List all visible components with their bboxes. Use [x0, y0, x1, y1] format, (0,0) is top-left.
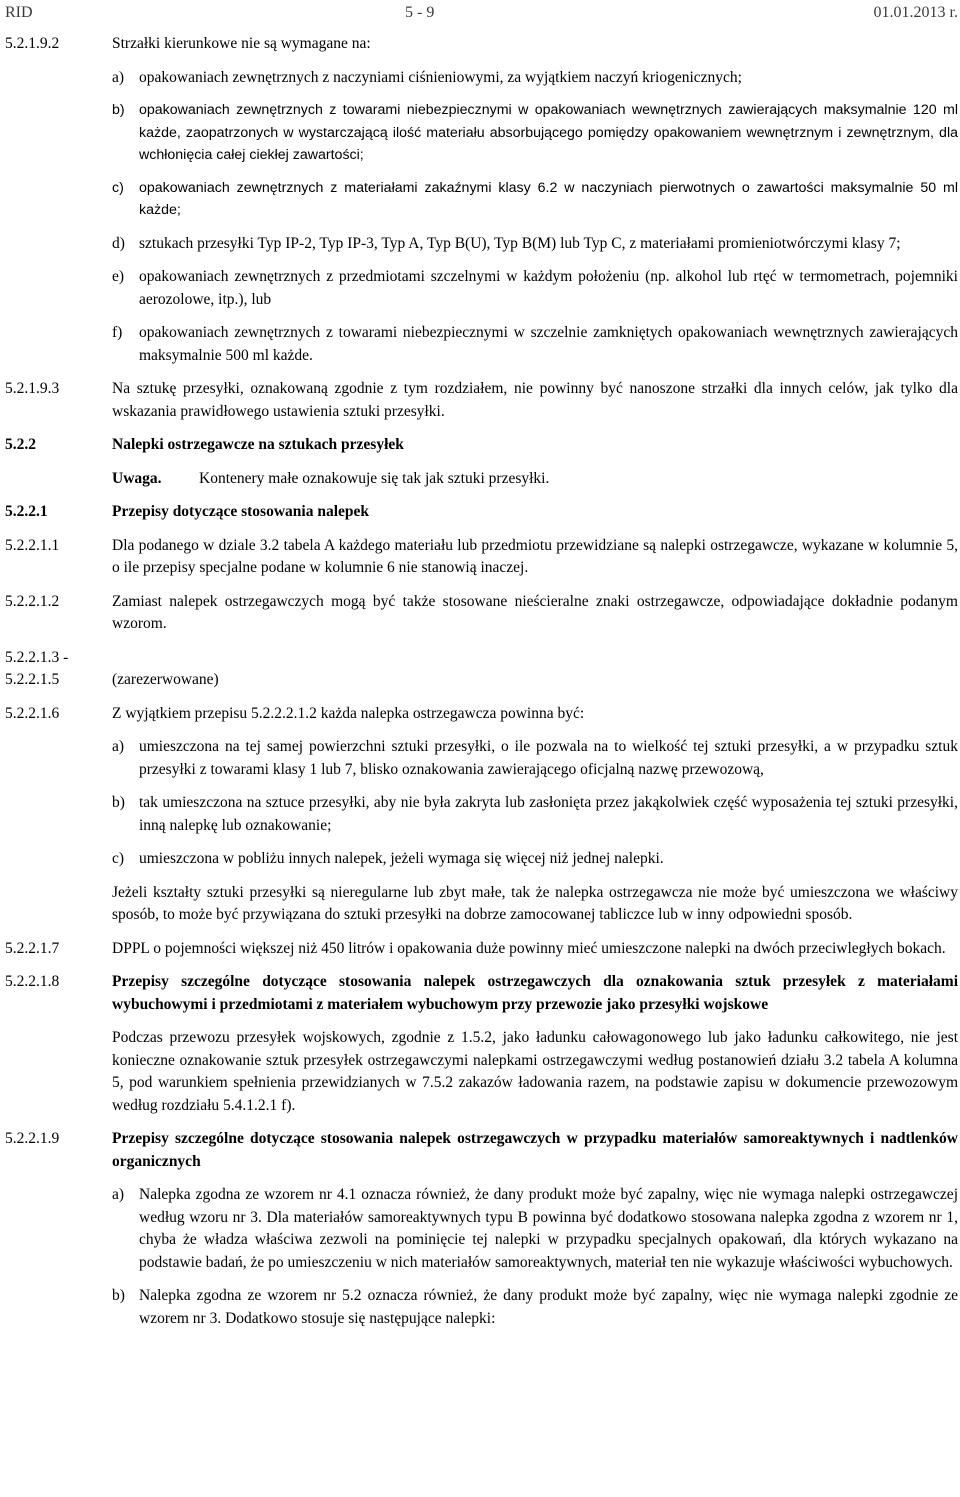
item-text: sztukach przesyłki Typ IP-2, Typ IP-3, Typ A, Typ B(U), Typ B(M) lub Typ C, z materiałami promieniotwórczymi klasy 7;	[139, 234, 901, 252]
item-label: a)	[112, 68, 125, 86]
section-body	[112, 971, 958, 1117]
item-label: c)	[112, 850, 125, 867]
section-body	[112, 33, 958, 367]
section-5-2-1-9-3	[5, 378, 958, 423]
section-5-2-2-1-2	[5, 591, 958, 636]
section-5-2-2-1-3-to-5	[5, 647, 958, 692]
header-date: 01.01.2013 r.	[873, 4, 958, 21]
section-5-2-2-1-7	[5, 938, 958, 961]
item-label: c)	[112, 179, 124, 196]
section-5-2-2-1-6	[5, 703, 958, 927]
section-number: 5.2.1.9.2	[5, 35, 60, 52]
item-text: Nalepka zgodna ze wzorem nr 4.1 oznacza również, że dany produkt może być zapalny, więc nie wymaga nalepki ostrzegawczej według wzoru nr 3. Dla materiałów samoreaktywnych typu B powinna być dodatkowo stosowana nalepka zgodna z wzorem nr 1, chyba że władza właściwa zezwoli na pominięcie tej nalepki w przypadku specjalnych opakowań, dla których wykazano na podstawie badań, że po umieszczeniu w nich materiałów samoreaktywnych, materiał ten nie wykazuje właściwości wybuchowych.	[139, 1186, 958, 1271]
header-left: RID	[5, 4, 33, 21]
document-page	[5, 0, 958, 1330]
section-text: DPPL o pojemności większej niż 450 litrów i opakowania duże powinny mieć umieszczone nalepki na dwóch przeciwległych bokach.	[112, 939, 946, 957]
section-number: 5.2.2.1.8	[5, 973, 60, 990]
item-text: Nalepka zgodna ze wzorem nr 5.2 oznacza również, że dany produkt może być zapalny, więc nie wymaga nalepki zgodnie ze wzorem nr 3. Dodatkowo stosuje się następujące nalepki:	[139, 1287, 958, 1327]
section-title: Przepisy szczególne dotyczące stosowania nalepek ostrzegawczych w przypadku materiałów samoreaktywnych i nadtlenków organicznych	[112, 1130, 958, 1170]
section-5-2-2-1-1	[5, 535, 958, 580]
item-label: e)	[112, 268, 125, 285]
header-page-number: 5 - 9	[405, 4, 435, 21]
section-5-2-2-1-8	[5, 971, 958, 1117]
list-item	[112, 266, 958, 311]
section-title: Nalepki ostrzegawcze na sztukach przesyłek	[112, 436, 404, 453]
section-text: Dla podanego w dziale 3.2 tabela A każdego materiału lub przedmiotu przewidziane są nalepki ostrzegawcze, wykazane w kolumnie 5, o ile przepisy specjalne podane w kolumnie 6 nie stanowią inaczej.	[112, 536, 958, 576]
section-paragraph: Podczas przewozu przesyłek wojskowych, zgodnie z 1.5.2, jako ładunku całowagonowego lub jako ładunku całkowitego, nie jest konieczne oznakowanie sztuk przesyłek ostrzegawczymi nalepkami ostrzegawczymi według postanowień działu 3.2 tabela A kolumna 5, pod warunkiem spełnienia przewidzianych w 7.5.2 zakazów ładowania razem, na podstawie zapisu w dokumencie przewozowym według rozdziału 5.4.1.2.1 f).	[112, 1029, 958, 1114]
section-number-start: 5.2.2.1.3 -	[5, 648, 69, 666]
page-header	[5, 0, 958, 26]
section-body	[112, 1128, 958, 1330]
list-item	[112, 233, 958, 256]
section-number: 5.2.2.1.9	[5, 1130, 60, 1147]
list-item	[112, 1184, 958, 1274]
item-label: b)	[112, 794, 125, 811]
item-label: d)	[112, 234, 125, 252]
item-text: tak umieszczona na sztuce przesyłki, aby nie była zakryta lub zasłonięta przez jakąkolwiek część wyposażenia tej sztuki przesyłki, inną nalepkę lub oznakowanie;	[139, 794, 958, 834]
item-label: f)	[112, 324, 123, 341]
section-title: Przepisy szczególne dotyczące stosowania nalepek ostrzegawczych dla oznakowania sztuk przesyłek z materiałami wybuchowymi i przedmiotami z materiałem wybuchowym przy przewozie jako przesyłki wojskowe	[112, 973, 958, 1013]
section-number	[5, 647, 112, 692]
section-intro: Z wyjątkiem przepisu 5.2.2.2.1.2 każda nalepka ostrzegawcza powinna być:	[112, 704, 585, 722]
item-label: b)	[112, 102, 125, 118]
item-label: a)	[112, 1186, 125, 1203]
section-number-end: 5.2.2.1.5	[5, 671, 60, 688]
section-paragraph: Jeżeli kształty sztuki przesyłki są nieregularne lub zbyt małe, tak że nalepka ostrzegawcza nie może być umieszczona we właściwy sposób, to może być przywiązana do sztuki przesyłki na dobrze zamocowanej tabliczce lub w inny odpowiedni sposób.	[112, 883, 958, 923]
section-text: Na sztukę przesyłki, oznakowaną zgodnie z tym rozdziałem, nie powinny być nanoszone strzałki dla innych celów, jak tylko dla wskazania prawidłowego ustawienia sztuki przesyłki.	[112, 380, 958, 420]
section-text: (zarezerwowane)	[112, 670, 219, 688]
item-text: opakowaniach zewnętrznych z towarami niebezpiecznymi w opakowaniach wewnętrznych zawierających maksymalnie 120 ml każde, zaopatrzonych w wystarczającą ilość materiału absorbującego pomiędzy opakowaniem wewnętrznym i zewnętrznym, dla wchłonięcia całej ciekłej zawartości;	[139, 102, 958, 163]
list-item	[112, 792, 958, 837]
section-intro: Strzałki kierunkowe nie są wymagane na:	[112, 35, 371, 52]
list-item	[112, 177, 958, 222]
note-label: Uwaga.	[112, 469, 162, 487]
section-number: 5.2.2.1	[5, 503, 48, 520]
section-5-2-2	[5, 434, 958, 457]
section-number: 5.2.2.1.7	[5, 939, 60, 957]
note-row	[5, 468, 958, 491]
section-number: 5.2.2	[5, 436, 36, 453]
list-item	[112, 848, 958, 871]
item-text: umieszczona na tej samej powierzchni sztuki przesyłki, o ile pozwala na to wielkość tej sztuki przesyłki, a w przypadku sztuk przesyłki z towarami klasy 1 lub 7, blisko oznakowania zawierającego oficjalną nazwę przewozową,	[139, 738, 958, 778]
note-text: Kontenery małe oznakowuje się tak jak sztuki przesyłki.	[199, 469, 550, 487]
section-body	[112, 703, 958, 927]
item-text: opakowaniach zewnętrznych z materiałami zakaźnymi klasy 6.2 w naczyniach pierwotnych o zawartości maksymalnie 50 ml każde;	[139, 179, 958, 218]
section-5-2-2-1-9	[5, 1128, 958, 1330]
list-item	[112, 736, 958, 781]
item-text: opakowaniach zewnętrznych z przedmiotami szczelnymi w każdym położeniu (np. alkohol lub rtęć w termometrach, pojemniki aerozolowe, itp.), lub	[139, 268, 958, 308]
section-number: 5.2.2.1.2	[5, 592, 60, 610]
section-title: Przepisy dotyczące stosowania nalepek	[112, 503, 370, 520]
item-text: opakowaniach zewnętrznych z towarami niebezpiecznymi w szczelnie zamkniętych opakowaniach wewnętrznych zawierających maksymalnie 500 ml każde.	[139, 324, 958, 364]
list-item	[112, 1285, 958, 1330]
list-item	[112, 67, 958, 90]
section-number: 5.2.2.1.6	[5, 704, 60, 722]
item-text: umieszczona w pobliżu innych nalepek, jeżeli wymaga się więcej niż jednej nalepki.	[139, 850, 664, 867]
item-label: a)	[112, 738, 125, 755]
item-label: b)	[112, 1287, 125, 1304]
item-text: opakowaniach zewnętrznych z naczyniami ciśnieniowymi, za wyjątkiem naczyń kriogenicznych;	[139, 68, 742, 86]
section-text: Zamiast nalepek ostrzegawczych mogą być także stosowane nieścieralne znaki ostrzegawcze, odpowiadające dokładnie podanym wzorom.	[112, 592, 958, 632]
section-5-2-1-9-2	[5, 33, 958, 367]
section-number: 5.2.2.1.1	[5, 536, 60, 554]
list-item	[112, 99, 958, 167]
list-item	[112, 322, 958, 367]
section-number: 5.2.1.9.3	[5, 380, 60, 397]
section-5-2-2-1	[5, 501, 958, 524]
